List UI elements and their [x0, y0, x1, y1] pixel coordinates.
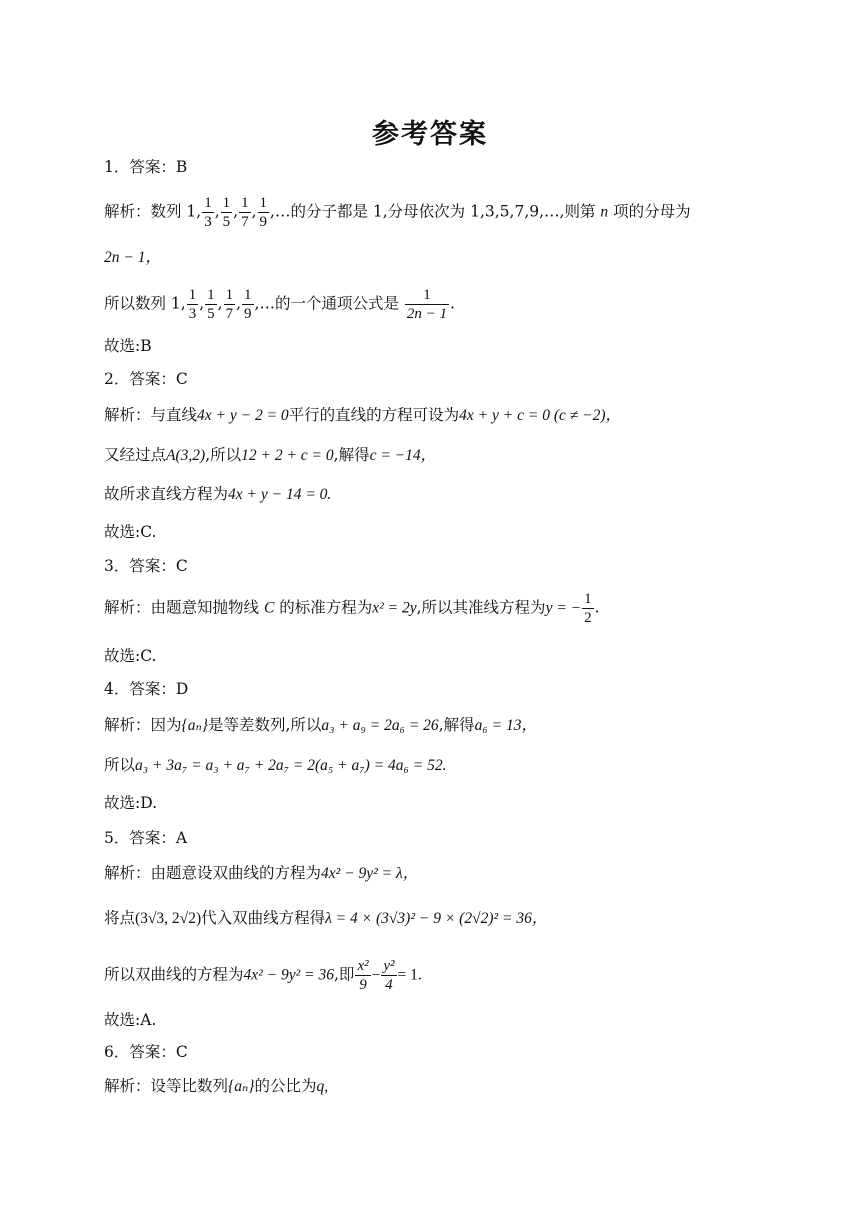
- q3-answer: 3．答案：C: [104, 557, 188, 575]
- q4-answer: 4．答案：D: [104, 680, 189, 698]
- text: 项的分母为: [613, 202, 691, 221]
- q1-answer: 1．答案：B: [104, 158, 188, 176]
- fraction: $\frac{1}{5}$: [222, 195, 231, 230]
- equation: 4x + y − 2 = 0: [197, 407, 289, 424]
- q5-line2: [104, 908, 547, 929]
- text: 解析：设等比数列: [104, 1077, 229, 1095]
- text: 代入双曲线方程得: [201, 909, 326, 927]
- text: 的公比为: [254, 1077, 317, 1095]
- equation: c = −14，: [369, 447, 437, 464]
- text: ,所以: [205, 446, 242, 464]
- equation: 4x² − 9y² = λ，: [321, 865, 419, 882]
- equation-tail: = 1.: [397, 966, 422, 984]
- text: ,所以其准线方程为: [416, 598, 546, 617]
- text: ,…的分子都是 1,分母依次为 1,3,5,7,9,…,则第: [270, 202, 596, 221]
- var-c: C: [263, 599, 275, 617]
- q4-line2: [104, 755, 447, 776]
- text: 平行的直线的方程可设为: [288, 406, 460, 424]
- point: (3√3, 2√2): [135, 910, 202, 927]
- general-term-fraction: $\frac{1}{2n - 1}$: [406, 287, 448, 322]
- text: 解析：数列 1,: [104, 202, 202, 221]
- text: 是等差数列,所以: [207, 716, 322, 734]
- equation: a₃ + a₉ = 2a₆ = 26: [321, 717, 439, 734]
- sequence: {aₙ}: [181, 717, 208, 734]
- fraction: $\frac{1}{7}$: [241, 195, 249, 230]
- text: 将点: [104, 909, 136, 927]
- equation: x² = 2y: [372, 599, 417, 617]
- q3-line1: 解析：由题意知抛物线 C 的标准方程为x² = 2y,所以其准线方程为y = − $\frac{1}{2}$ .: [104, 591, 600, 626]
- q1-line3: 所以数列 1, $\frac{1}{3}$ , $\frac{1}{5}$ , $\frac{1}{7}$ , $\frac{1}{9}$ ,…的一个通项公式是 $\frac{1}{2n - 1}$ .: [104, 287, 455, 322]
- fraction: $\frac{1}{9}$: [244, 287, 252, 322]
- fraction: $\frac{1}{3}$: [188, 287, 197, 322]
- equation: 4x + y − 14 = 0.: [228, 486, 332, 503]
- text: 的标准方程为: [279, 598, 373, 617]
- text: 解析：由题意知抛物线: [104, 598, 260, 617]
- fraction: $\frac{1}{2}$: [584, 591, 592, 626]
- equation: 4x + y + c = 0 (c ≠ −2)，: [459, 407, 621, 424]
- q1-line2: 2n − 1，: [104, 249, 161, 266]
- text: 故所求直线方程为: [104, 485, 229, 503]
- equation: λ = 4 × (3√3)² − 9 × (2√2)² = 36，: [325, 910, 548, 927]
- fraction: $\frac{1}{7}$: [225, 287, 234, 322]
- q5-line3: [104, 957, 422, 994]
- text: 又经过点: [104, 446, 167, 464]
- text: 所以双曲线的方程为: [104, 965, 244, 984]
- text: ,…的一个通项公式是: [254, 294, 399, 313]
- q1-line1: 解析：数列 1, $\frac{1}{3}$ , $\frac{1}{5}$ , $\frac{1}{7}$ , $\frac{1}{9}$ ,…的分子都是 1,分母依次为 1,3,5,7,9,…,则第 n 项的分母为: [104, 195, 691, 230]
- var-q: q,: [316, 1078, 329, 1095]
- text: ,即: [334, 965, 355, 984]
- q4-line1: [104, 715, 537, 736]
- text: 解析：因为: [104, 716, 182, 734]
- q3-choice: 故选:C.: [104, 647, 157, 665]
- q2-line2: [104, 445, 436, 466]
- text: 所以: [104, 756, 136, 774]
- q2-choice: 故选:C.: [104, 523, 157, 541]
- q2-line1: [104, 405, 621, 426]
- q6-answer: 6．答案：C: [104, 1043, 188, 1061]
- equation: y = −: [545, 599, 582, 617]
- text: ,解得: [333, 446, 370, 464]
- q4-choice: 故选:D.: [104, 794, 158, 812]
- equation: 4x² − 9y² = 36: [243, 966, 334, 984]
- q1-choice: 故选:B: [104, 337, 152, 355]
- sequence: {aₙ}: [228, 1078, 255, 1095]
- q2-answer: 2．答案：C: [104, 370, 188, 388]
- fraction: $\frac{1}{5}$: [207, 287, 215, 322]
- q5-choice: 故选:A.: [104, 1011, 157, 1029]
- var-n: n: [600, 203, 609, 221]
- fraction: $\frac{1}{3}$: [204, 195, 212, 230]
- minus: −: [371, 966, 381, 984]
- fraction: $\frac{\text{x²}}{9}$: [357, 958, 369, 993]
- text: 解析：由题意设双曲线的方程为: [104, 864, 322, 882]
- fraction: $\frac{1}{9}$: [259, 195, 268, 230]
- q6-line1: [104, 1076, 328, 1097]
- point: A(3,2): [166, 447, 206, 464]
- fraction: $\frac{\text{y²}}{4}$: [383, 958, 395, 993]
- equation: 12 + 2 + c = 0: [241, 447, 334, 464]
- q5-line1: [104, 863, 418, 884]
- equation: a₃ + 3a₇ = a₃ + a₇ + 2a₇ = 2(a₅ + a₇) = 4a₆ = 52.: [135, 757, 447, 774]
- text: 解析：与直线: [104, 406, 198, 424]
- q2-line3: [104, 484, 331, 505]
- page-title: 参考答案: [372, 119, 488, 150]
- q5-answer: 5．答案：A: [104, 829, 188, 847]
- text: 所以数列 1,: [104, 294, 186, 313]
- text: ,解得: [438, 716, 475, 734]
- equation: a₆ = 13，: [474, 717, 537, 734]
